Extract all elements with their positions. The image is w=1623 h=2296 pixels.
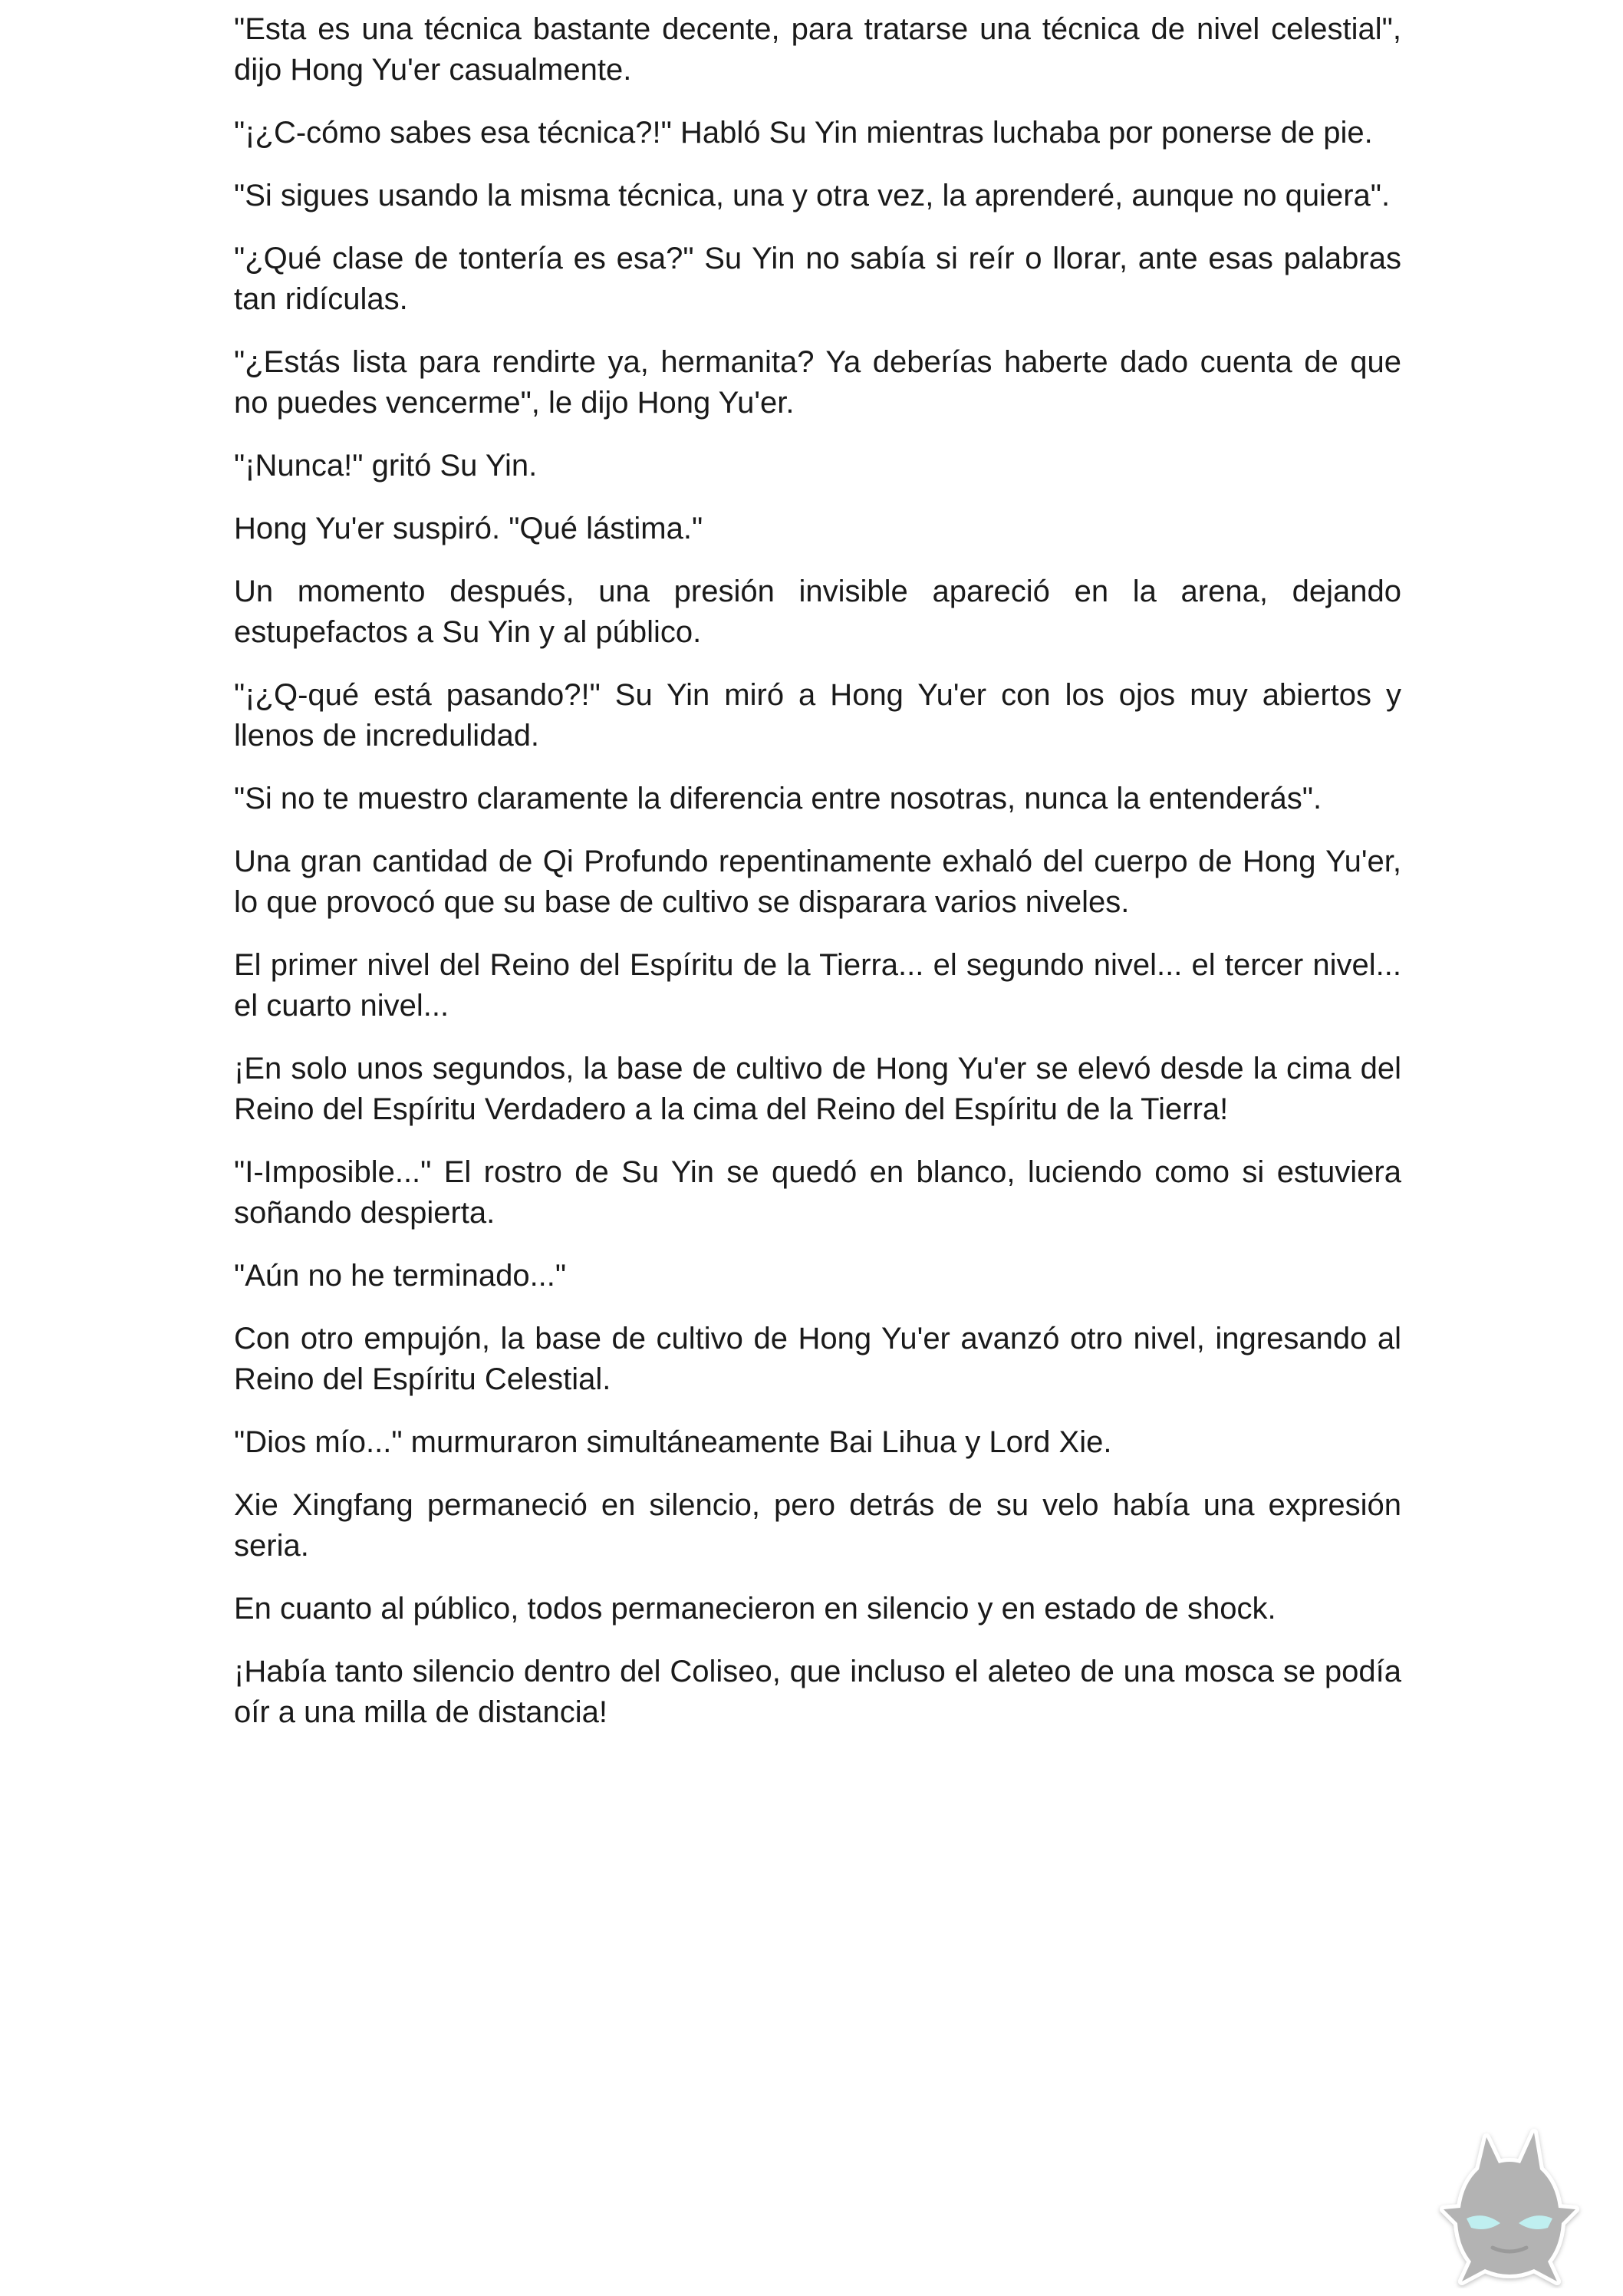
paragraph: "Si no te muestro claramente la diferencia entre nosotras, nunca la entenderás". xyxy=(234,782,1322,815)
paragraph: "¡¿Q-qué está pasando?!" Su Yin miró a Hong Yu'er con los ojos muy abiertos y llenos de incredulidad. xyxy=(234,678,1401,753)
paragraph: "¡Nunca!" gritó Su Yin. xyxy=(234,449,538,483)
paragraph: ¡Había tanto silencio dentro del Coliseo, que incluso el aleteo de una mosca se podía oír a una milla de distancia! xyxy=(234,1655,1401,1729)
paragraph: "¿Qué clase de tontería es esa?" Su Yin no sabía si reír o llorar, ante esas palabras tan ridículas. xyxy=(234,242,1401,316)
demon-head-icon xyxy=(1433,2123,1586,2288)
paragraph: Un momento después, una presión invisible apareció en la arena, dejando estupefactos a Su Yin y al público. xyxy=(234,575,1401,649)
paragraph: "I-Imposible..." El rostro de Su Yin se quedó en blanco, luciendo como si estuviera soñando despierta. xyxy=(234,1155,1401,1230)
paragraph: "¡¿C-cómo sabes esa técnica?!" Habló Su Yin mientras luchaba por ponerse de pie. xyxy=(234,116,1373,150)
paragraph: "Dios mío..." murmuraron simultáneamente Bai Lihua y Lord Xie. xyxy=(234,1425,1112,1459)
paragraph: Xie Xingfang permaneció en silencio, pero detrás de su velo había una expresión seria. xyxy=(234,1488,1401,1563)
paragraph: Con otro empujón, la base de cultivo de Hong Yu'er avanzó otro nivel, ingresando al Reino del Espíritu Celestial. xyxy=(234,1322,1401,1396)
paragraph: Hong Yu'er suspiró. "Qué lástima." xyxy=(234,512,703,545)
paragraph: "Aún no he terminado..." xyxy=(234,1259,567,1293)
document-body xyxy=(234,9,1401,1755)
paragraph: En cuanto al público, todos permanecieron en silencio y en estado de shock. xyxy=(234,1592,1276,1626)
paragraph: Una gran cantidad de Qi Profundo repentinamente exhaló del cuerpo de Hong Yu'er, lo que provocó que su base de cultivo se disparara varios niveles. xyxy=(234,845,1401,919)
paragraph: El primer nivel del Reino del Espíritu de la Tierra... el segundo nivel... el tercer nivel... el cuarto nivel... xyxy=(234,948,1401,1023)
paragraph: "Esta es una técnica bastante decente, para tratarse una técnica de nivel celestial", dijo Hong Yu'er casualmente. xyxy=(234,12,1401,87)
paragraph: ¡En solo unos segundos, la base de cultivo de Hong Yu'er se elevó desde la cima del Reino del Espíritu Verdadero a la cima del Reino del Espíritu de la Tierra! xyxy=(234,1052,1401,1126)
paragraph: "¿Estás lista para rendirte ya, hermanita? Ya deberías haberte dado cuenta de que no puedes vencerme", le dijo Hong Yu'er. xyxy=(234,345,1401,420)
paragraph: "Si sigues usando la misma técnica, una y otra vez, la aprenderé, aunque no quiera". xyxy=(234,179,1391,212)
